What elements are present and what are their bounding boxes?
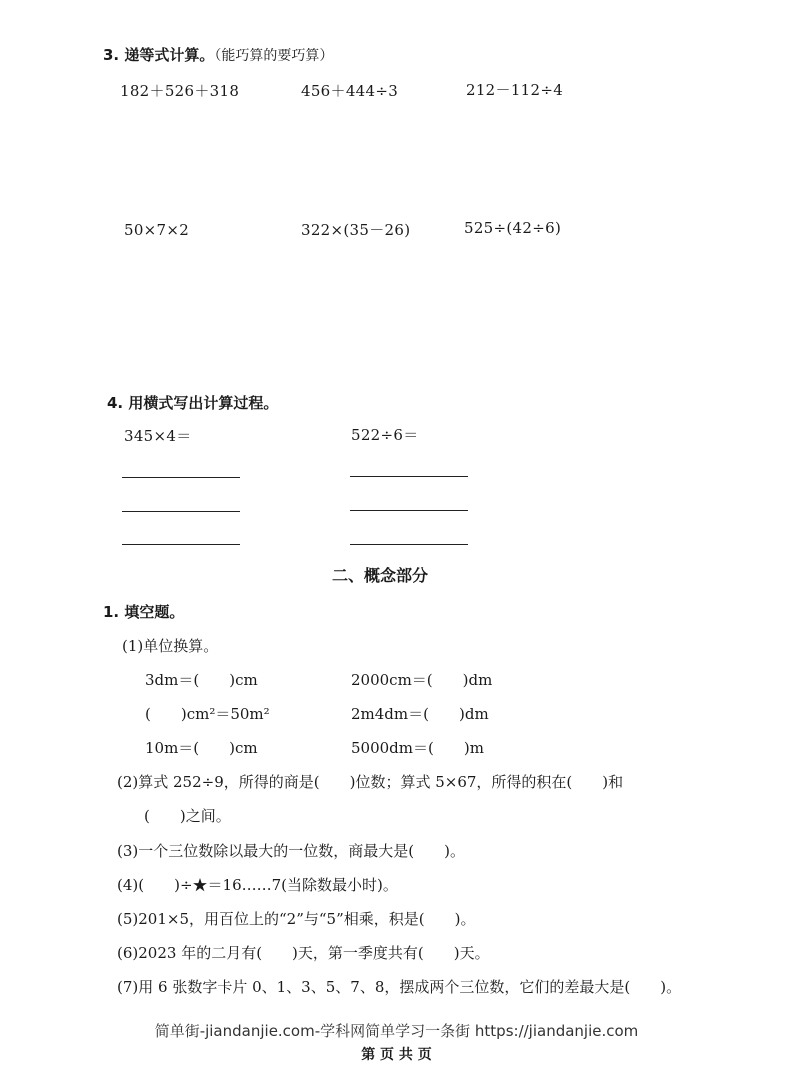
calc-item: 456＋444÷3 — [301, 82, 399, 100]
q3-heading — [103, 44, 333, 65]
page-number: 第 页 共 页 — [361, 1047, 432, 1063]
answer-line — [350, 544, 468, 545]
fill-q5: (5)201×5，用百位上的“2”与“5”相乘，积是( )。 — [117, 910, 476, 928]
q3-title: 3. 递等式计算。 — [103, 46, 215, 64]
unit-item: 10m＝( )cm — [145, 739, 258, 757]
calc-item: 525÷(42÷6) — [464, 219, 562, 237]
answer-line — [122, 477, 240, 478]
fill-q2-line1: (2)算式 252÷9，所得的商是( )位数；算式 5×67，所得的积在( )和 — [117, 773, 624, 791]
q4-title: 4. 用横式写出计算过程。 — [107, 394, 279, 412]
fill-sub1: (1)单位换算。 — [122, 637, 219, 655]
unit-item: 5000dm＝( )m — [351, 739, 484, 757]
fill-q7: (7)用 6 张数字卡片 0、1、3、5、7、8，摆成两个三位数，它们的差最大是( )。 — [117, 978, 682, 996]
footer-watermark: 简单街-jiandanjie.com-学科网简单学习一条街 https://jiandanjie.com — [154, 1022, 639, 1040]
fill-q6: (6)2023 年的二月有( )天，第一季度共有( )天。 — [117, 944, 490, 962]
fill-q4: (4)( )÷★＝16……7(当除数最小时)。 — [117, 876, 398, 894]
calc-item: 212－112÷4 — [466, 81, 564, 99]
calc-item: 322×(35－26) — [301, 221, 411, 239]
q3-note: （能巧算的要巧算） — [214, 48, 334, 64]
answer-line — [122, 511, 240, 512]
answer-line — [350, 476, 468, 477]
calc-item: 182＋526＋318 — [120, 82, 240, 100]
fill-title: 1. 填空题。 — [103, 603, 185, 621]
fill-q2-line2: ( )之间。 — [144, 807, 231, 825]
answer-line — [122, 544, 240, 545]
unit-item: 2m4dm＝( )dm — [351, 705, 489, 723]
fill-q3: (3)一个三位数除以最大的一位数，商最大是( )。 — [117, 842, 465, 860]
unit-item: 2000cm＝( )dm — [351, 671, 493, 689]
unit-item: 3dm＝( )cm — [145, 671, 258, 689]
section-title: 二、概念部分 — [332, 566, 429, 585]
calc-item: 50×7×2 — [124, 221, 190, 239]
q4-right-expression: 522÷6＝ — [351, 426, 419, 444]
q4-left-expression: 345×4＝ — [124, 427, 192, 445]
answer-line — [350, 510, 468, 511]
unit-item: ( )cm²＝50m² — [145, 705, 270, 723]
